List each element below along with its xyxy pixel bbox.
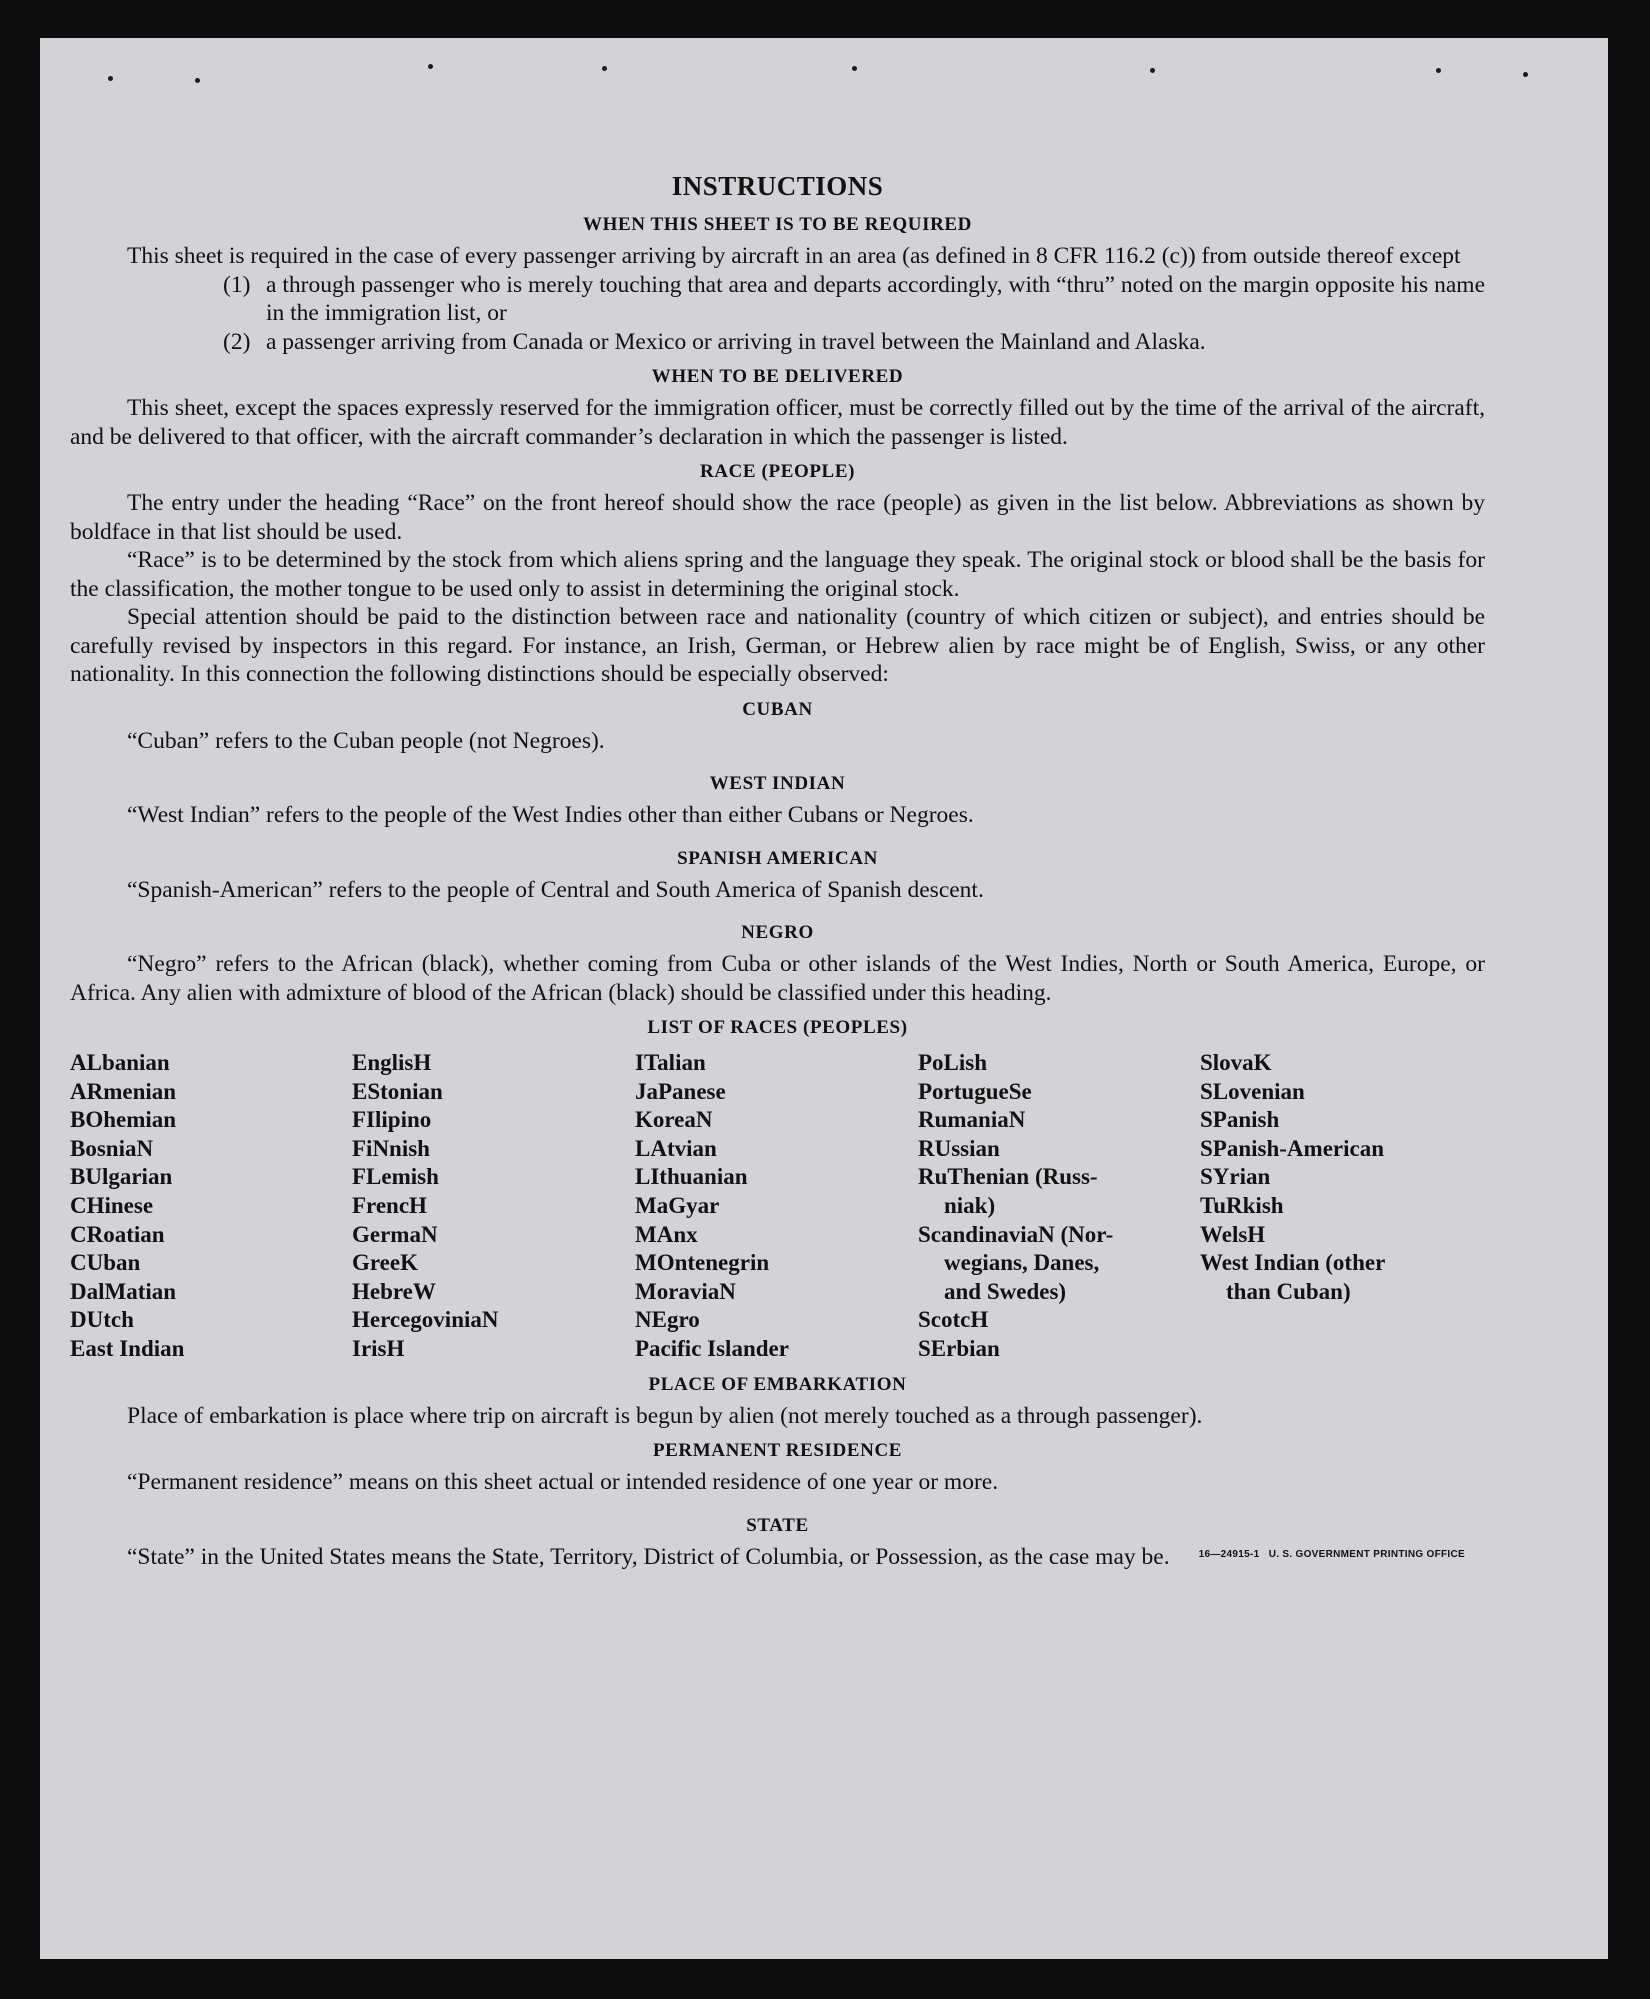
race-entry: EStonian: [352, 1078, 443, 1104]
race-entry: TuRkish: [1200, 1192, 1284, 1218]
race-entry: ScandinaviaN (Nor-: [918, 1221, 1114, 1247]
page-title: INSTRUCTIONS: [671, 171, 884, 201]
printer-imprint: [1199, 1541, 1465, 1570]
race-entry: ScotcH: [918, 1307, 989, 1333]
heading-spanish-american: SPANISH AMERICAN: [677, 847, 878, 869]
residence-text: “Permanent residence” means on this sheet actual or intended residence of one year or more.: [127, 1469, 999, 1496]
race-column-2: [352, 1049, 635, 1364]
race-entry: NEgro: [635, 1307, 700, 1333]
race-entry: RumaniaN: [918, 1107, 1026, 1133]
race-entry: EnglisH: [352, 1050, 432, 1075]
cuban-text: “Cuban” refers to the Cuban people (not Negroes).: [127, 727, 605, 754]
exception-item: (1) a through passenger who is merely touching that area and departs accordingly, with “thru” noted on the margin opposite his name in the immigration list, or: [223, 271, 1485, 326]
race-entry: MaGyar: [635, 1192, 720, 1218]
negro-text: “Negro” refers to the African (black), whether coming from Cuba or other islands of the West Indies, North or South America, Europe, or Africa. Any alien with admixture of blood of the African (black) should be classified under this heading.: [70, 951, 1485, 1006]
race-entry: DUtch: [70, 1307, 134, 1333]
race-entry: CRoatian: [70, 1221, 165, 1247]
race-entry: SPanish-American: [1200, 1135, 1384, 1161]
form-number: 16—24915-1: [1198, 1548, 1260, 1560]
race-entry: LIthuanian: [635, 1164, 748, 1190]
race-entry: FrencH: [352, 1192, 427, 1218]
race-entry: HebreW: [352, 1278, 436, 1304]
heading-race: RACE (PEOPLE): [699, 461, 856, 482]
race-entry: MoraviaN: [635, 1278, 736, 1304]
race-entry: WelsH: [1200, 1221, 1266, 1247]
heading-state: STATE: [746, 1514, 809, 1536]
race-entry: BOhemian: [70, 1107, 177, 1133]
state-text: “State” in the United States means the State, Territory, District of Columbia, or Possession, as the case may be.: [127, 1543, 1170, 1570]
race-entry: MOntenegrin: [635, 1250, 770, 1276]
race-entry: MAnx: [635, 1221, 698, 1247]
embarkation-text: Place of embarkation is place where trip on aircraft is begun by alien (not merely touched as a through passenger).: [127, 1402, 1203, 1429]
race-paragraph-3: Special attention should be paid to the distinction between race and nationality (country of which citizen or subject), and entries should be carefully revised by inspectors in this regard. For instance, an Irish, German, or Hebrew alien by race might be of English, Swiss, or any other nationality. In this connection the following distinctions should be especially observed:: [70, 604, 1485, 687]
race-entry: SlovaK: [1200, 1050, 1272, 1075]
heading-west-indian: WEST INDIAN: [709, 773, 846, 794]
state-section: [70, 1543, 1485, 1572]
race-entry: JaPanese: [635, 1078, 726, 1104]
race-entry: Pacific Islander: [635, 1335, 789, 1361]
heading-when-delivered: WHEN TO BE DELIVERED: [651, 366, 904, 387]
race-entry: HercegoviniaN: [352, 1307, 499, 1333]
race-entry: PoLish: [918, 1050, 988, 1075]
when-required-intro: This sheet is required in the case of every passenger arriving by aircraft in an area (as defined in 8 CFR 116.2 (c)) from outside thereof except: [127, 243, 1461, 269]
race-entry: West Indian (other: [1200, 1250, 1386, 1276]
race-list: [70, 1049, 1485, 1364]
when-delivered-text: This sheet, except the spaces expressly reserved for the immigration officer, must be correctly filled out by the time of the arrival of the aircraft, and be delivered to that officer, with the aircraft commander’s declaration in which the passenger is listed.: [70, 395, 1485, 450]
heading-when-required: WHEN THIS SHEET IS TO BE REQUIRED: [582, 214, 973, 235]
race-entry: ARmenian: [70, 1078, 177, 1104]
instruction-sheet: [40, 38, 1608, 1959]
heading-embarkation: PLACE OF EMBARKATION: [648, 1373, 907, 1395]
printer-name: U. S. GOVERNMENT PRINTING OFFICE: [1268, 1548, 1465, 1560]
race-entry: ITalian: [635, 1050, 706, 1075]
race-paragraph-1: The entry under the heading “Race” on the front hereof should show the race (people) as given in the list below. Abbreviations as shown by boldface in that list should be used.: [70, 490, 1485, 545]
heading-negro: NEGRO: [741, 922, 814, 943]
race-entry: KoreaN: [635, 1107, 713, 1133]
race-column-1: [70, 1049, 352, 1364]
race-entry: DalMatian: [70, 1278, 177, 1304]
race-column-3: [635, 1049, 918, 1364]
heading-cuban: CUBAN: [742, 698, 813, 720]
race-entry: IrisH: [352, 1335, 405, 1361]
race-entry-continued: niak): [944, 1192, 996, 1218]
race-entry: SLovenian: [1200, 1078, 1305, 1104]
race-entry: FLemish: [352, 1164, 439, 1190]
race-entry: CHinese: [70, 1192, 154, 1218]
exceptions-list: [70, 271, 1485, 357]
race-entry: RUssian: [918, 1135, 1000, 1161]
race-entry: RuThenian (Russ-: [918, 1164, 1098, 1190]
document-body: [70, 168, 1485, 1571]
race-entry: GermaN: [352, 1221, 438, 1247]
race-column-4: [918, 1049, 1200, 1364]
race-entry: FIlipino: [352, 1107, 432, 1133]
race-entry: BosniaN: [70, 1135, 154, 1161]
race-entry: SYrian: [1200, 1164, 1271, 1190]
race-entry: SPanish: [1200, 1107, 1280, 1133]
race-entry: LAtvian: [635, 1135, 717, 1161]
race-entry: SErbian: [918, 1335, 1000, 1361]
race-entry: ALbanian: [70, 1050, 170, 1075]
race-column-5: [1200, 1049, 1485, 1364]
spanish-american-text: “Spanish-American” refers to the people of Central and South America of Spanish descent.: [127, 876, 984, 903]
race-entry: BUlgarian: [70, 1164, 173, 1190]
race-paragraph-2: “Race” is to be determined by the stock from which aliens spring and the language they speak. The original stock or blood shall be the basis for the classification, the mother tongue to be used only to assist in determining the original stock.: [70, 547, 1485, 602]
race-entry-continued: than Cuban): [1226, 1278, 1351, 1304]
heading-list-of-races: LIST OF RACES (PEOPLES): [647, 1017, 908, 1038]
race-entry: CUban: [70, 1250, 141, 1276]
heading-permanent-residence: PERMANENT RESIDENCE: [652, 1440, 903, 1462]
race-entry-continued: and Swedes): [944, 1278, 1067, 1304]
race-entry: East Indian: [70, 1335, 185, 1361]
exception-item: (2) a passenger arriving from Canada or Mexico or arriving in travel between the Mainland and Alaska.: [223, 328, 1206, 355]
west-indian-text: “West Indian” refers to the people of the West Indies other than either Cubans or Negroes.: [127, 802, 974, 828]
race-entry: PortugueSe: [918, 1078, 1032, 1104]
race-entry: GreeK: [352, 1250, 418, 1276]
race-entry: FiNnish: [352, 1135, 430, 1161]
race-entry-continued: wegians, Danes,: [944, 1250, 1100, 1276]
